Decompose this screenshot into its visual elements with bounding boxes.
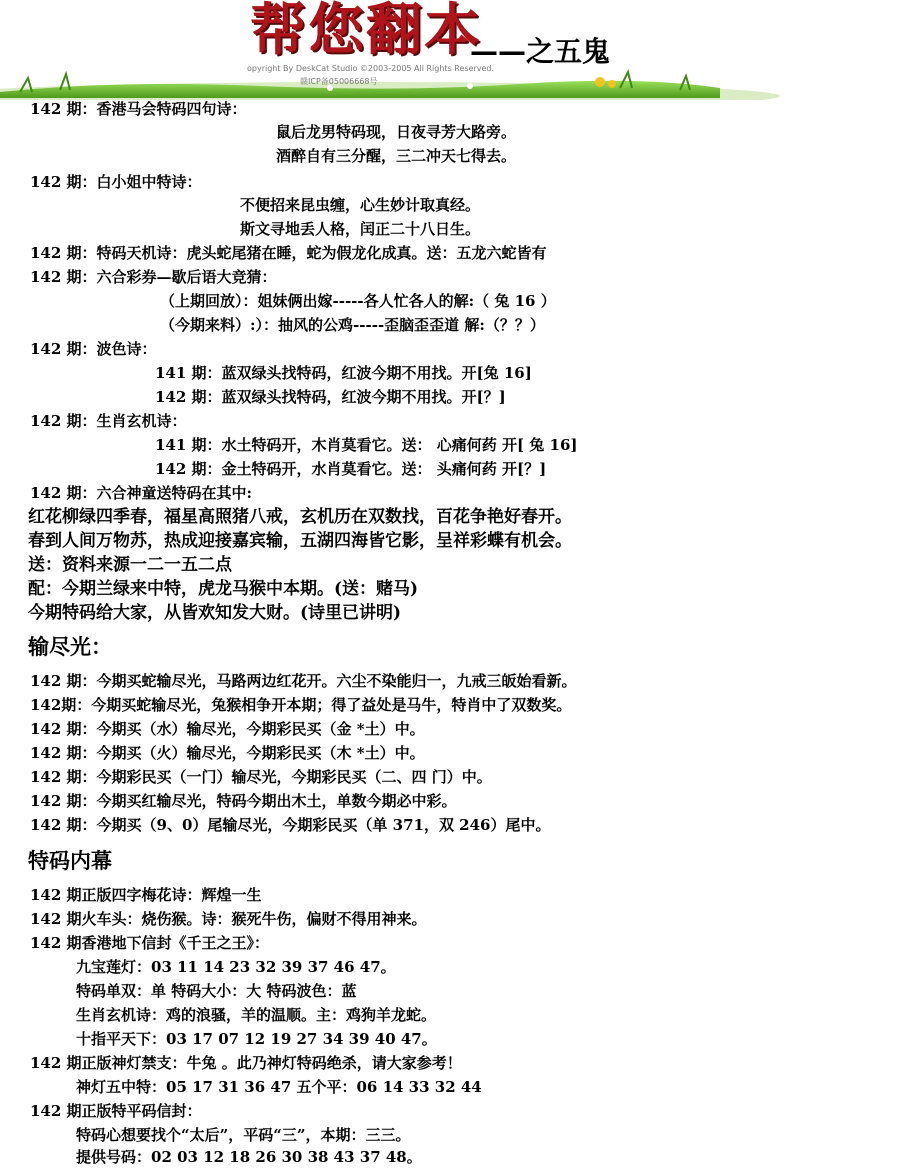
text-line: 142 期：香港马会特码四句诗：: [30, 100, 247, 118]
section-heading-special-code: 特码内幕: [28, 849, 112, 873]
text-line: 142 期正版特平码信封：: [30, 1102, 202, 1120]
text-line: 配：今期兰绿来中特，虎龙马猴中本期。(送：赌马): [28, 579, 419, 599]
text-line: 不便招来昆虫缠，心生妙计取真经。: [240, 196, 481, 214]
text-line: 142 期正版神灯禁支：牛兔 。此乃神灯特码绝杀，请大家参考！: [30, 1054, 462, 1072]
text-line: 141 期：蓝双绿头找特码，红波今期不用找。开[兔 16]: [155, 364, 532, 382]
text-line: 142 期：今期彩民买（一门）输尽光，今期彩民买（二、四 门）中。: [30, 768, 492, 786]
text-line: （今期来料）:）：抽风的公鸡-----歪脑歪歪道 解:（？？）: [160, 316, 545, 334]
text-line: 142 期：今期买蛇输尽光，马路两边红花开。六尘不染能归一，九戒三皈始看新。: [30, 672, 577, 690]
text-line: 斯文寻地丢人格，闰正二十八日生。: [240, 220, 481, 238]
text-line: 142 期：今期买（火）输尽光，今期彩民买（木 *土）中。: [30, 744, 425, 762]
text-line: 红花柳绿四季春，福星高照猪八戒，玄机历在双数找，百花争艳好春开。: [28, 507, 572, 527]
text-line: 十指平天下：03 17 07 12 19 27 34 39 40 47。: [76, 1030, 437, 1048]
text-line: 送：资料来源一二一五二点: [28, 555, 232, 575]
text-line: 九宝莲灯：03 11 14 23 32 39 37 46 47。: [76, 958, 396, 976]
text-line: 142 期：波色诗：: [30, 340, 157, 358]
logo-title: 帮您翻本: [250, 0, 482, 63]
section-heading-lose-all: 输尽光：: [28, 635, 112, 659]
logo-subtitle: ——之五鬼: [470, 35, 611, 68]
text-line: 提供号码：02 03 12 18 26 30 38 43 37 48。: [76, 1148, 422, 1166]
text-line: 春到人间万物苏，热成迎接嘉宾输，五湖四海皆它影，呈祥彩蝶有机会。: [28, 531, 572, 551]
text-line: 特码单双：单 特码大小：大 特码波色：蓝: [76, 982, 357, 1000]
header-banner: [0, 0, 900, 100]
text-line: 酒醉自有三分醒，三二冲天七得去。: [276, 147, 517, 165]
text-line: 142 期：金土特码开，水肖莫看它。送： 头痛何药 开[？]: [155, 460, 547, 478]
text-line: 142 期：今期买（水）输尽光，今期彩民买（金 *土）中。: [30, 720, 425, 738]
text-line: 142 期：六合彩券—歇后语大竞猜：: [30, 268, 277, 286]
text-line: 142 期：白小姐中特诗：: [30, 173, 202, 191]
text-line: 142 期：今期买（9、0）尾输尽光，今期彩民买（单 371，双 246）尾中。: [30, 816, 551, 834]
text-line: 142 期正版四字梅花诗：辉煌一生: [30, 886, 262, 904]
copyright-text: opyright By DeskCat Studio ©2003-2005 All Rights Reserved.: [247, 64, 495, 73]
text-line: 142 期香港地下信封《千王之王》：: [30, 934, 270, 952]
text-line: 142 期：特码天机诗：虎头蛇尾猪在睡，蛇为假龙化成真。送：五龙六蛇皆有: [30, 244, 547, 262]
text-line: 141 期：水土特码开，木肖莫看它。送： 心痛何药 开[ 兔 16]: [155, 436, 578, 454]
text-line: （上期回放）：姐妹俩出嫁-----各人忙各人的解:（ 兔 16 ）: [160, 292, 556, 310]
text-line: 142 期：今期买红输尽光，特码今期出木土，单数今期必中彩。: [30, 792, 457, 810]
text-line: 142 期火车头：烧伤猴。诗：猴死牛伤，偏财不得用神来。: [30, 910, 427, 928]
text-line: 142 期：六合神童送特码在其中:: [30, 484, 253, 502]
text-line: 142期：今期买蛇输尽光，兔猴相争开本期；得了益处是马牛，特肖中了双数奖。: [30, 696, 572, 714]
text-line: 今期特码给大家，从皆欢知发大财。(诗里已讲明): [28, 603, 402, 623]
text-line: 神灯五中特：05 17 31 36 47 五个平：06 14 33 32 44: [76, 1078, 482, 1096]
icp-text: 赣ICP备05006668号: [300, 77, 378, 86]
text-line: 生肖玄机诗：鸡的浪骚，羊的温顺。主：鸡狗羊龙蛇。: [76, 1006, 437, 1024]
text-line: 鼠后龙男特码现，日夜寻芳大路旁。: [276, 123, 517, 141]
text-line: 142 期：生肖玄机诗：: [30, 412, 187, 430]
text-line: 142 期：蓝双绿头找特码，红波今期不用找。开[？]: [155, 388, 506, 406]
text-line: 特码心想要找个“太后”，平码“三”，本期：三三。: [76, 1126, 411, 1144]
